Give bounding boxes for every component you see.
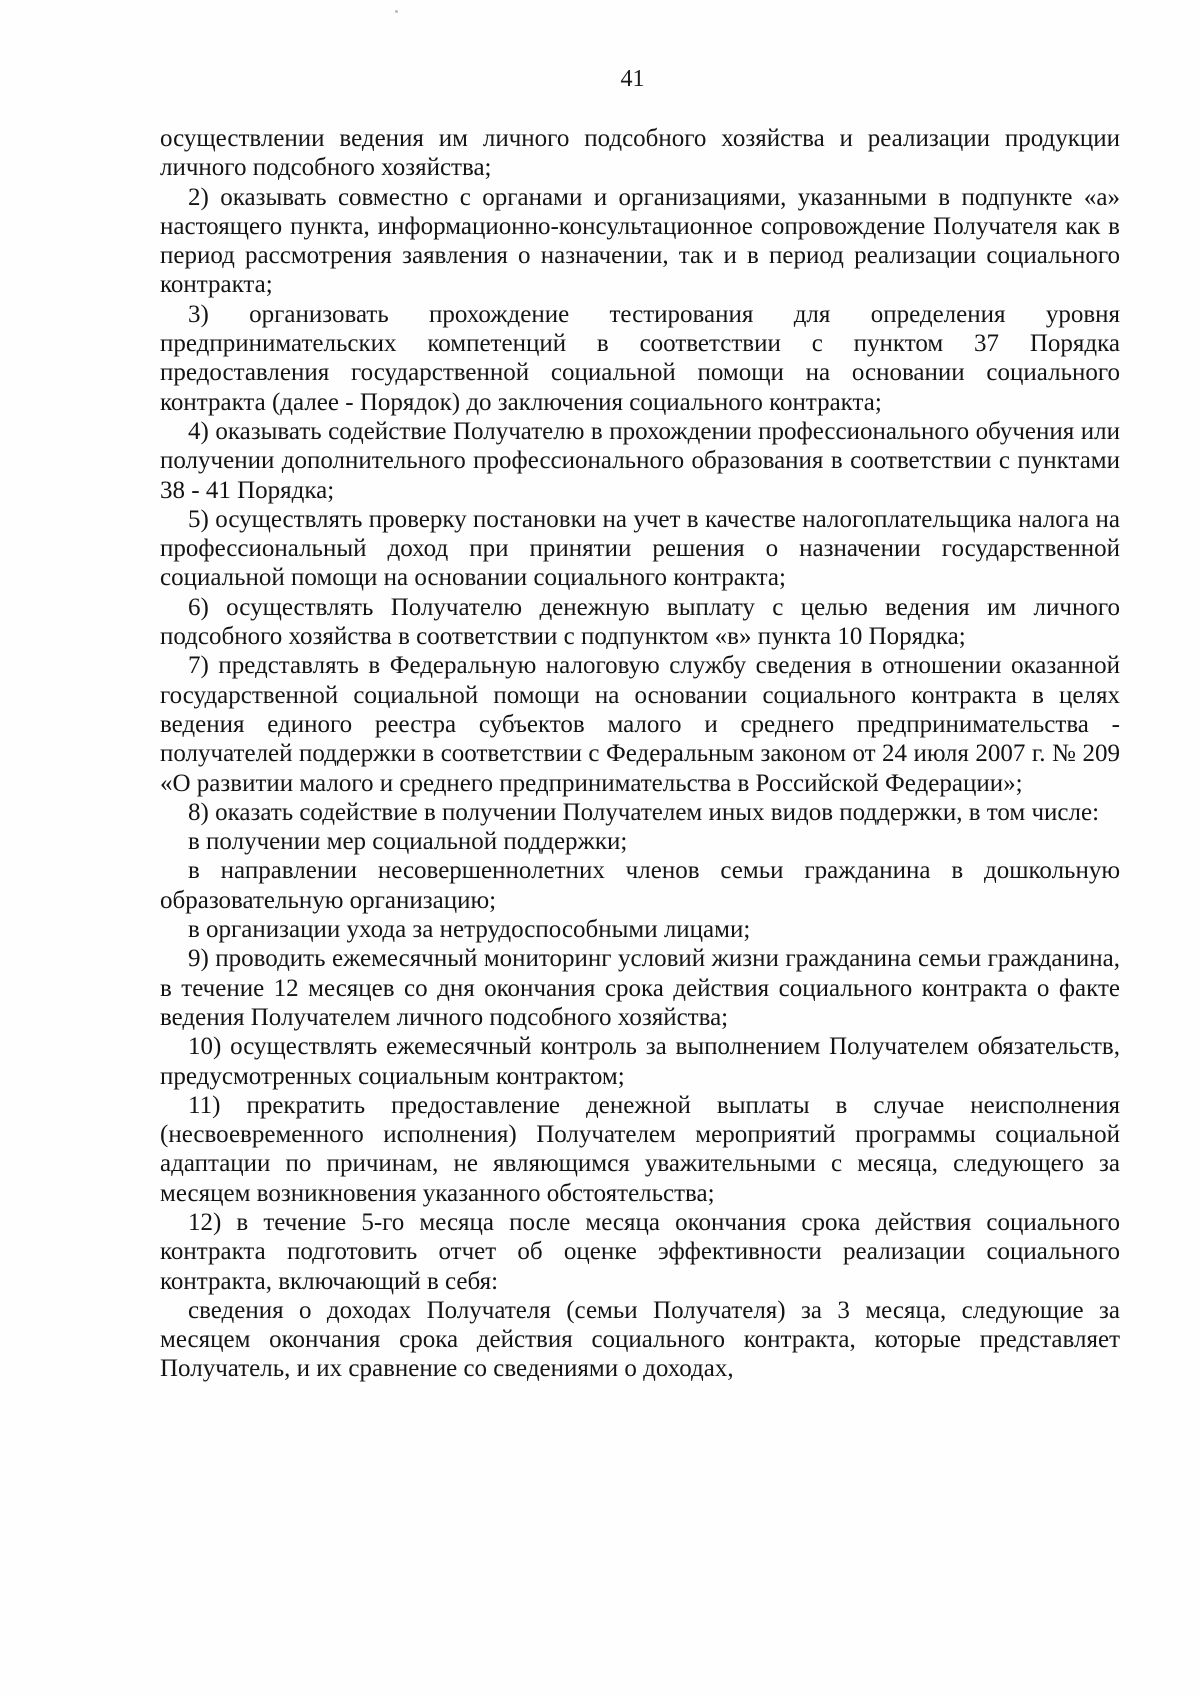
paragraph-item-6: 6) осуществлять Получателю денежную выплату с целью ведения им личного подсобного хозяйства в соответствии с подпунктом «в» пункта 10 Порядка; — [160, 593, 1120, 651]
paragraph-subitem-preschool: в направлении несовершеннолетних членов семьи гражданина в дошкольную образовательную организацию; — [160, 857, 1120, 914]
document-body — [160, 124, 1120, 1384]
paragraph-subitem-care: в организации ухода за нетрудоспособными лицами; — [188, 916, 751, 944]
paragraph-item-3: 3) организовать прохождение тестирования для определения уровня предпринимательских компетенций в соответствии с пунктом 37 Порядка предоставления государственной социальной помощи на основании социального контракта (далее - Порядок) до заключения социального контракта; — [160, 300, 1120, 416]
paragraph-item-10: 10) осуществлять ежемесячный контроль за выполнением Получателем обязательств, предусмотренных социальным контрактом; — [160, 1033, 1120, 1090]
page-number: 41 — [620, 66, 645, 92]
scan-speck — [395, 10, 398, 13]
paragraph-item-2: 2) оказывать совместно с органами и организациями, указанными в подпункте «а» настоящего пункта, информационно-консультационное сопровождение Получателя как в период рассмотрения заявления о назначении, так и в период реализации социального контракта; — [160, 183, 1120, 299]
paragraph-item-5: 5) осуществлять проверку постановки на учет в качестве налогоплательщика налога на профессиональный доход при принятии решения о назначении государственной социальной помощи на основании социального контракта; — [160, 505, 1120, 592]
paragraph-subitem-social-support: в получении мер социальной поддержки; — [188, 828, 628, 856]
paragraph-item-11: 11) прекратить предоставление денежной выплаты в случае неисполнения (несвоевременного исполнения) Получателем мероприятий программы социальной адаптации по причинам, не являющимся уважительными с месяца, следующего за месяцем возникновения указанного обстоятельства; — [160, 1091, 1120, 1207]
paragraph-item-4: 4) оказывать содействие Получателю в прохождении профессионального обучения или получении дополнительного профессионального образования в соответствии с пунктами 38 - 41 Порядка; — [160, 417, 1120, 504]
paragraph-item-12: 12) в течение 5-го месяца после месяца окончания срока действия социального контракта подготовить отчет об оценке эффективности реализации социального контракта, включающий в себя: — [160, 1208, 1120, 1295]
paragraph-item-8: 8) оказать содействие в получении Получателем иных видов поддержки, в том числе: — [188, 798, 1100, 826]
paragraph-continuation: осуществлении ведения им личного подсобного хозяйства и реализации продукции личного подсобного хозяйства; — [160, 125, 1120, 182]
paragraph-income-info: сведения о доходах Получателя (семьи Получателя) за 3 месяца, следующие за месяцем окончания срока действия социального контракта, которые представляет Получатель, и их сравнение со сведениями о доходах, — [160, 1296, 1120, 1383]
paragraph-item-9: 9) проводить ежемесячный мониторинг условий жизни гражданина семьи гражданина, в течение 12 месяцев со дня окончания срока действия социального контракта о факте ведения Получателем личного подсобного хозяйства; — [160, 945, 1120, 1031]
paragraph-item-7: 7) представлять в Федеральную налоговую службу сведения в отношении оказанной государственной социальной помощи на основании социального контракта в целях ведения единого реестра субъектов малого и среднего предпринимательства - получателей поддержки в соответствии с Федеральным законом от 24 июля 2007 г. № 209 «О развитии малого и среднего предпринимательства в Российской Федерации»; — [160, 652, 1120, 797]
